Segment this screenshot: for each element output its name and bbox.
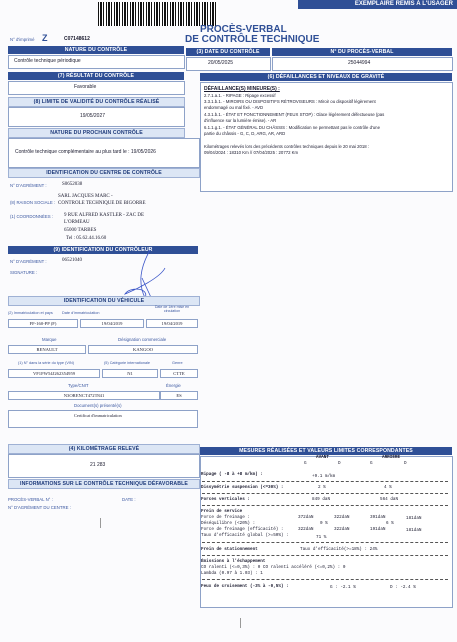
- banner-text: EXEMPLAIRE REMIS À L'USAGER: [354, 1, 453, 7]
- categorie-label: (5) Catégorie internationale: [104, 361, 151, 365]
- imprime-letter: Z: [42, 33, 48, 43]
- km-history-line: Kilométrages relevés lors des précédents contrôles techniques depuis le 20 mai 2018 :: [204, 144, 370, 149]
- ff-avant-d: 322daN: [334, 515, 350, 520]
- fold-mark: [100, 518, 101, 528]
- separator: [202, 555, 448, 556]
- separator: [202, 493, 448, 494]
- prochain-value: Contrôle technique complémentaire au plus tard le : 19/05/2026: [15, 149, 156, 155]
- defaillance-line: 4.3.1.b.1. - ÉTAT ET FONCTIONNEMENT (FEUX STOP) : Glace légèrement défectueuse (pas: [204, 112, 385, 117]
- fold-mark: [240, 618, 241, 628]
- energie-label: Énergie: [166, 383, 181, 388]
- prochain-header: NATURE DU PROCHAIN CONTRÔLE: [8, 128, 185, 138]
- stationnement-value: Taux d'efficacité(>=18%) : 24%: [300, 547, 378, 552]
- mesures-arriere: ARRIÈRE: [382, 455, 401, 460]
- croisement-g: G : -2.1 %: [330, 585, 356, 590]
- mesures-arriere-d: D: [404, 461, 407, 466]
- forces-avant: 849 daN: [312, 497, 331, 502]
- defavorable-agrement-label: N° D'AGRÉMENT DU CENTRE :: [8, 505, 71, 510]
- nature-value: Contrôle technique périodique: [14, 58, 81, 64]
- resultat-header: (7) RÉSULTAT DU CONTRÔLE: [8, 72, 184, 80]
- documents-value: Certificat d'immatriculation: [74, 413, 122, 418]
- ffe-arriere-g: 191daN: [370, 527, 386, 532]
- disym-label: Dissymétrie suspension (<=30%) :: [201, 485, 284, 490]
- croisement-label: Feux de croisement (-3% à -0,5%) :: [201, 584, 289, 589]
- forces-label: Forces verticales :: [201, 497, 250, 502]
- defaillance-line: d'influence sur la lumière émise). - AR: [204, 118, 277, 123]
- km-history-line: 09/04/2024 : 18310 Km // 07/04/2025 : 20772 Km: [204, 150, 299, 155]
- type-label: Type/CNIT: [68, 383, 89, 388]
- marque-value: RENAULT: [8, 345, 86, 354]
- centre-agrement-label: N° D'AGRÉMENT :: [10, 183, 47, 188]
- centre-raison-2: CONTROLE TECHNIQUE DE BIGORRE: [58, 201, 146, 206]
- pv-number-value: 25044994: [348, 60, 371, 66]
- centre-coord-label: (1) COORDONNÉES :: [10, 214, 53, 219]
- desequilibre-arriere: 6 %: [386, 521, 394, 526]
- ff-arriere-d: 181daN: [406, 516, 422, 521]
- defavorable-date-label: DATE :: [122, 497, 136, 502]
- categorie-value: N1: [102, 369, 158, 378]
- defavorable-header: INFORMATIONS SUR LE CONTRÔLE TECHNIQUE DÉFAVORABLE: [8, 479, 200, 489]
- disym-avant: 2 %: [318, 485, 326, 490]
- mesures-avant-d: D: [338, 461, 341, 466]
- title-line-2: DE CONTRÔLE TECHNIQUE: [185, 34, 320, 45]
- separator: [202, 542, 448, 543]
- resultat-box: [8, 81, 185, 95]
- defaillances-subtitle: DÉFAILLANCE(S) MINEURE(S) :: [204, 86, 280, 92]
- mesures-arriere-g: G: [370, 461, 373, 466]
- date-immat-value: 19/04/2019: [80, 319, 144, 328]
- centre-agrement-value: S0652038: [62, 182, 83, 187]
- vin-value: VF1FW54J262354959: [8, 369, 100, 378]
- defavorable-pv-label: PROCÈS-VERBAL N° :: [8, 497, 53, 502]
- energie-value: ES: [160, 391, 198, 400]
- defaillance-line: 6.1.1.g.1. - ÉTAT GÉNÉRAL DU CHÂSSIS : Modification ne permettant pas le contrôle d'une: [204, 125, 380, 130]
- force-freinage-label: Force de freinage :: [201, 515, 250, 520]
- desequilibre-avant: 0 %: [320, 521, 328, 526]
- defaillance-line: 2.7.1.a.1. - RIPAGE : Ripage excessif: [204, 93, 276, 98]
- controleur-header: (9) IDENTIFICATION DU CONTRÔLEUR: [8, 246, 198, 254]
- centre-raison-label: (8) RAISON SOCIALE :: [10, 200, 56, 205]
- date-controle-value: 20/05/2025: [208, 60, 234, 66]
- marque-label: Marque: [42, 337, 57, 342]
- controleur-agrement-label: N° D'AGRÉMENT :: [10, 259, 47, 264]
- validite-value: 19/05/2027: [80, 113, 106, 119]
- mesures-avant-g: G: [304, 461, 307, 466]
- forces-arriere: 564 daN: [380, 497, 399, 502]
- centre-addr-2: L'ORMEAU: [64, 220, 90, 225]
- lambda-line: Lambda (0.97 à 1.03) : 1: [201, 571, 263, 576]
- taux-value: 71 %: [316, 535, 327, 540]
- date-immat-label: Date d'immatriculation: [62, 311, 100, 315]
- resultat-value: Favorable: [74, 84, 97, 90]
- kilometrage-header: (4) KILOMÉTRAGE RELEVÉ: [8, 444, 200, 454]
- designation-label: Désignation commerciale: [118, 337, 167, 342]
- ffe-avant-g: 322daN: [298, 527, 314, 532]
- title-line-1: PROCÈS-VERBAL: [200, 24, 287, 35]
- type-value: N3ORENCT472T841: [8, 391, 160, 400]
- date-1ere-label: Date de 1ère mise en circulation: [154, 305, 190, 313]
- ff-arriere-g: 391daN: [370, 515, 386, 520]
- separator: [202, 481, 448, 482]
- croisement-d: D : -2.4 %: [390, 585, 416, 590]
- defaillance-line: partie du châssis - G, C, D, ARG, AR, ARD: [204, 131, 286, 136]
- imprime-number: C07148612: [64, 36, 90, 42]
- disym-arriere: 4 %: [384, 485, 392, 490]
- date-controle-header: (3) DATE DU CONTRÔLE: [186, 48, 270, 56]
- mesures-header: MESURES RÉALISÉES ET VALEURS LIMITES CORRESPONDANTES: [200, 447, 452, 455]
- mesures-avant: AVANT: [316, 455, 329, 460]
- emissions-label: Émissions à l'échappement: [201, 559, 266, 564]
- imprime-label: N° d'imprimé: [10, 37, 35, 42]
- centre-addr-3: 65000 TARBES: [64, 228, 97, 233]
- genre-label: Genre: [172, 361, 183, 365]
- ffe-arriere-d: 181daN: [406, 528, 422, 533]
- documents-label: Document(s) présenté(s): [74, 403, 122, 408]
- defaillance-line: endommagé ou mal fixé. - AVD: [204, 105, 264, 110]
- ff-avant-g: 372daN: [298, 515, 314, 520]
- ffe-avant-d: 322daN: [334, 527, 350, 532]
- signature-label: SIGNATURE :: [10, 270, 38, 275]
- frein-service-label: Frein de service: [201, 509, 243, 514]
- barcode: [98, 2, 218, 26]
- date-1ere-value: 19/04/2019: [146, 319, 198, 328]
- vehicule-header: IDENTIFICATION DU VÉHICULE: [8, 296, 200, 306]
- designation-value: KANGOO: [88, 345, 198, 354]
- taux-label: Taux d'efficacité global (>=50%) :: [201, 533, 289, 538]
- defaillance-line: 3.3.1.b.1. - MIROIRS OU DISPOSITIFS RÉTROVISEURS : Miroir ou dispositif légèrement: [204, 99, 376, 104]
- separator: [202, 505, 448, 506]
- immat-value: FF-160-PP (F): [8, 319, 78, 328]
- defaillances-header: (6) DÉFAILLANCES ET NIVEAUX DE GRAVITÉ: [200, 73, 452, 81]
- centre-addr-1: 9 RUE ALFRED KASTLER - ZAC DE: [64, 213, 144, 218]
- ripage-value: +9.1 m/km: [312, 474, 336, 479]
- kilometrage-value: 21 283: [90, 462, 106, 468]
- nature-header: NATURE DU CONTRÔLE: [8, 46, 184, 54]
- centre-tel: Tel : 05.62.44.16.60: [66, 236, 107, 241]
- stationnement-label: Frein de stationnement: [201, 547, 258, 552]
- controleur-agrement-value: 06521040: [62, 258, 82, 263]
- desequilibre-label: Déséquilibre (<20%) :: [201, 521, 256, 526]
- genre-value: CTTE: [160, 369, 198, 378]
- ripage-label: Ripage ( -8 à +8 m/km) :: [201, 472, 263, 477]
- centre-raison-1: SARL JACQUES MARC -: [58, 194, 113, 199]
- immat-label: (2) Immatriculation et pays: [8, 311, 53, 315]
- separator: [202, 579, 448, 580]
- centre-header: IDENTIFICATION DU CENTRE DE CONTRÔLE: [8, 168, 200, 178]
- ffe-label: Force de freinage (efficacité) :: [201, 527, 284, 532]
- vin-label: (1) N° dans la série du type (VIN): [18, 361, 74, 365]
- pv-number-header: N° DU PROCÈS-VERBAL: [272, 48, 452, 56]
- validite-header: (8) LIMITE DE VALIDITÉ DU CONTRÔLE RÉALISÉ: [8, 97, 185, 107]
- co-line: CO ralenti (<=0,3%) : 0 CO ralenti accéléré (<=0,2%) : 0: [201, 565, 346, 570]
